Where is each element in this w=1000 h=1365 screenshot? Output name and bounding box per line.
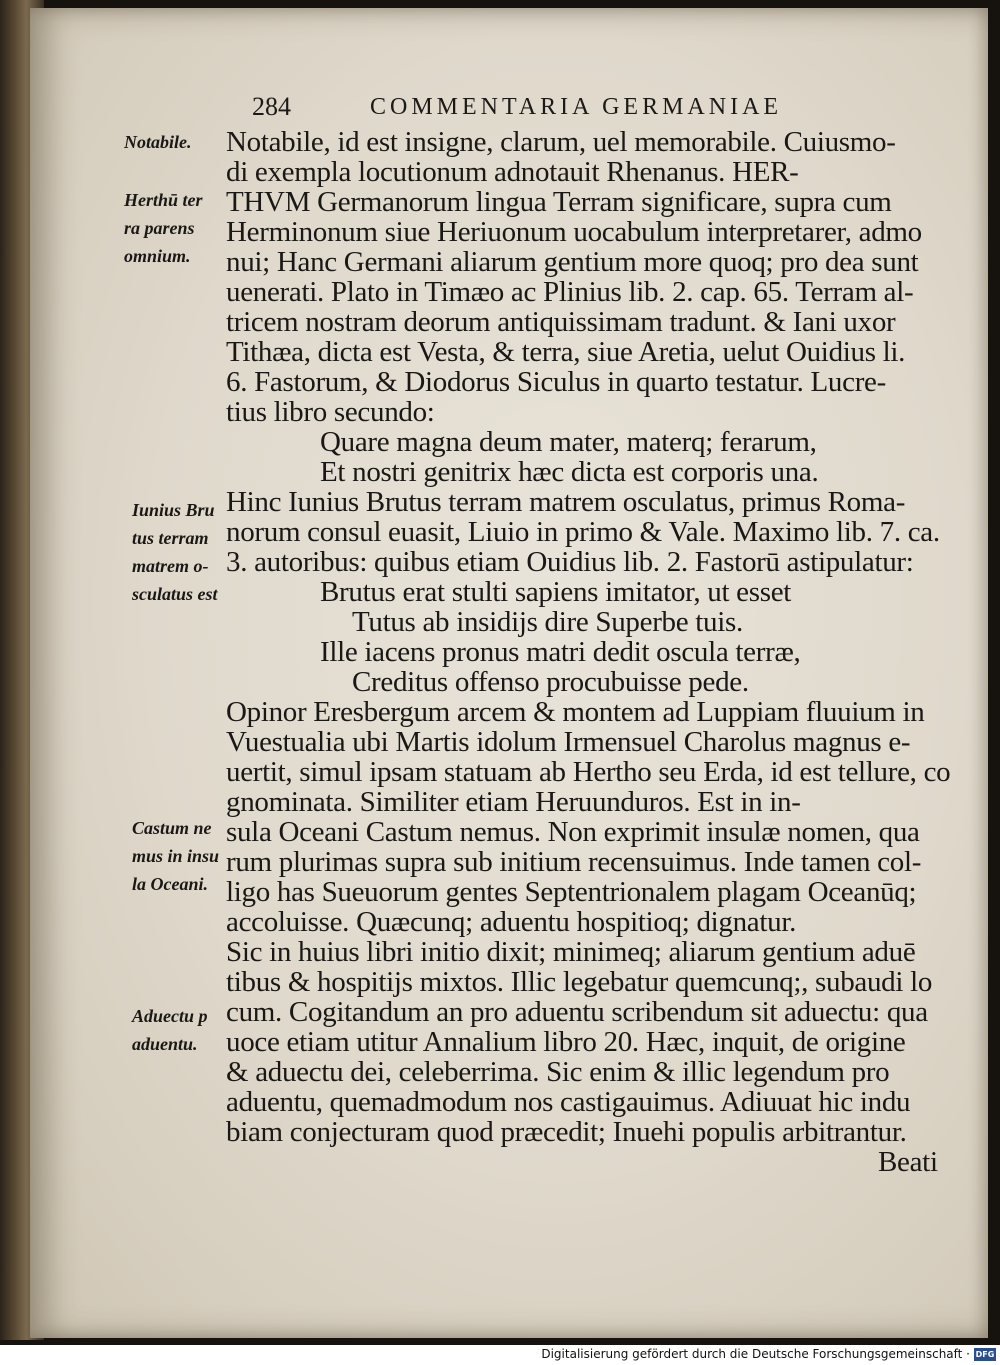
marginal-note: tus terram — [132, 528, 209, 548]
body-line: Herminonum siue Heriuonum uocabulum interpretarer, admo — [226, 216, 922, 248]
body-line: Notabile, id est insigne, clarum, uel memorabile. Cuiusmo- — [226, 126, 896, 158]
body-line: 6. Fastorum, & Diodorus Siculus in quarto testatur. Lucre- — [226, 366, 886, 398]
verse-line: Creditus offenso procubuisse pede. — [352, 666, 749, 698]
marginal-note: la Oceani. — [132, 874, 208, 894]
marginal-note: ra parens — [124, 218, 195, 238]
body-line: cum. Cogitandum an pro aduentu scribendum sit aduectu: qua — [226, 996, 928, 1028]
body-line: norum consul euasit, Liuio in primo & Vale. Maximo lib. 7. ca. — [226, 516, 940, 548]
marginal-note: matrem o- — [132, 556, 209, 576]
verse-line: Ille iacens pronus matri dedit oscula terræ, — [320, 636, 801, 668]
body-line: Opinor Eresbergum arcem & montem ad Luppiam fluuium in — [226, 696, 925, 728]
marginal-note: sculatus est — [132, 584, 218, 604]
verse-line: Et nostri genitrix hæc dicta est corporis una. — [320, 456, 819, 488]
body-line: ligo has Sueuorum gentes Septentrionalem plagam Oceanūq; — [226, 876, 917, 908]
body-line: tricem nostram deorum antiquissimam tradunt. & Iani uxor — [226, 306, 896, 338]
catchword: Beati — [878, 1146, 938, 1178]
dfg-logo: DFG — [975, 1350, 995, 1359]
page-number: 284 — [252, 92, 291, 121]
marginal-note: Herthū ter — [124, 190, 203, 210]
body-line: uoce etiam utitur Annalium libro 20. Hæc, inquit, de origine — [226, 1026, 906, 1058]
marginal-note: Iunius Bru — [132, 500, 215, 520]
body-line: aduentu, quemadmodum nos castigauimus. Adiuuat hic indu — [226, 1086, 911, 1118]
marginal-note: Aduectu p — [132, 1006, 208, 1026]
verse-line: Brutus erat stulti sapiens imitator, ut esset — [320, 576, 792, 608]
body-line: gnominata. Similiter etiam Heruunduros. Est in in- — [226, 786, 801, 818]
verse-line: Tutus ab insidijs dire Superbe tuis. — [352, 606, 743, 638]
body-line: Tithæa, dicta est Vesta, & terra, siue Aretia, uelut Ouidius li. — [226, 336, 906, 368]
body-line: Hinc Iunius Brutus terram matrem osculatus, primus Roma- — [226, 486, 906, 518]
footer-bar — [0, 1345, 1000, 1365]
marginal-note: Castum ne — [132, 818, 212, 838]
running-head-title: COMMENTARIA GERMANIAE — [370, 94, 783, 120]
body-line: di exempla locutionum adnotauit Rhenanus. HER- — [226, 156, 799, 188]
body-line: rum plurimas supra sub initium recensuimus. Inde tamen col- — [226, 846, 922, 878]
body-line: uenerati. Plato in Timæo ac Plinius lib. 2. cap. 65. Terram al- — [226, 276, 914, 308]
marginal-note: aduentu. — [132, 1034, 198, 1054]
body-line: tibus & hospitijs mixtos. Illic legebatur quemcunq;, subaudi lo — [226, 966, 933, 998]
body-line: sula Oceani Castum nemus. Non exprimit insulæ nomen, qua — [226, 816, 920, 848]
book-page — [30, 8, 988, 1338]
body-line: Sic in huius libri initio dixit; minimeq; aliarum gentium aduē — [226, 936, 916, 968]
body-line: biam conjecturam quod præcedit; Inuehi populis arbitrantur. — [226, 1116, 907, 1148]
body-text — [226, 126, 956, 1178]
funding-notice: Digitalisierung gefördert durch die Deutsche Forschungsgemeinschaft · — [541, 1347, 970, 1361]
running-head — [252, 92, 872, 128]
marginal-note: omnium. — [124, 246, 191, 266]
body-line: 3. autoribus: quibus etiam Ouidius lib. 2. Fastorū astipulatur: — [226, 546, 914, 578]
body-line: accoluisse. Quæcunq; aduentu hospitioq; dignatur. — [226, 906, 797, 938]
body-line: tius libro secundo: — [226, 396, 435, 428]
marginal-note: mus in insu — [132, 846, 220, 866]
marginal-note: Notabile. — [124, 132, 192, 152]
body-line: uertit, simul ipsam statuam ab Hertho seu Erda, id est tellure, co — [226, 756, 951, 788]
body-line: THVM Germanorum lingua Terram significare, supra cum — [226, 186, 892, 218]
body-line: Vuestualia ubi Martis idolum Irmensuel Charolus magnus e- — [226, 726, 911, 758]
verse-line: Quare magna deum mater, materq; ferarum, — [320, 426, 817, 458]
body-line: & aduectu dei, celeberrima. Sic enim & illic legendum pro — [226, 1056, 890, 1088]
body-line: nui; Hanc Germani aliarum gentium more quoq; pro dea sunt — [226, 246, 919, 278]
